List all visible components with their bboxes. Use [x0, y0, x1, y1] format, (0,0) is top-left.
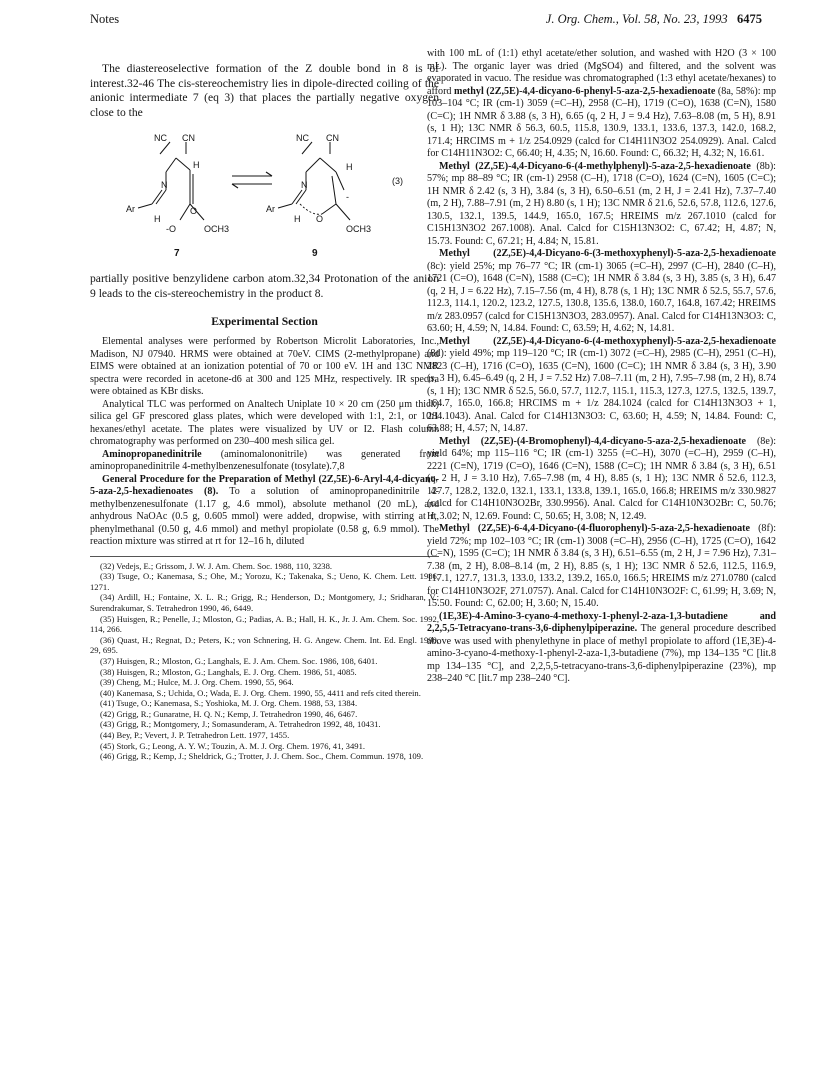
compound-title: Methyl (2Z,5E)-4,4-Dicyano-6-(4-methylphenyl)-5-aza-2,5-hexadienoate — [439, 160, 751, 172]
scheme-drawing — [90, 124, 439, 266]
experimental-paragraph-8b — [427, 161, 776, 249]
scheme-label: - — [346, 192, 349, 203]
scheme-label: NC — [296, 133, 309, 144]
paragraph-text: (8e): yield 64%; mp 115–116 °C; IR (cm-1) 3255 (=C–H), 3070 (=C–H), 2959 (C–H), 2221 (C≡N), 1719 (C=O), 1646 (C=N), 1588 (C=C); 1H NMR δ 3.84 (s, 3 H), 6.51 (q, 2 H, J = 3.10 Hz), 7.65–7.98 (m, 4 H), 8.85 (s, 1 H); 13C NMR δ 52.6, 112.3, 127.7, 128.2, 132.0, 132.1, 133.1, 133.8, 139.1, 165.0, 166.8; HREIMS m/z 330.9827 (calcd for C14H10N3O2Br, 330.9956). Anal. Calcd for C14H10N3O2Br: C, 50.76; H, 3.02; N, 12.69. Found: C, 50.65; H, 3.08; N, 12.49. — [427, 435, 776, 522]
experimental-paragraph-8d — [427, 336, 776, 436]
experimental-paragraph-1: Elemental analyses were performed by Robertson Microlit Laboratories, Inc., Madison, NJ 07940. HRMS were obtained at 70eV. CIMS (2-methylpropane) and EIMS were obtained at an ionization potential of 70 or 100 eV. 1H and 13C NMR spectra were recorded in acetone-d6 at 300 and 125 MHz, respectively. IR spectra were obtained as KBr disks. — [90, 336, 439, 398]
paragraph-text: (8a, 58%): mp 103–104 °C; IR (cm-1) 3059 (=C–H), 2958 (C–H), 1719 (C=O), 1638 (C=N), 1580 (C=C); 1H NMR δ 3.88 (s, 3 H), 6.65 (q, 2 H, J = 9.4 Hz), 7.63–8.08 (m, 5 H), 8.91 (s, 1 H); 13C NMR δ 56.3, 60.5, 115.8, 130.9, 133.1, 133.6, 137.3, 142.0, 168.2, 171.4; HRCIMS m + 1/z 254.0929 (calcd for C14H11N3O2 254.0929). Anal. Calcd for C14H11N3O2: C, 66.40; H, 4.35; N, 16.60. Found: C, 66.32; H, 4.32; N, 16.61. — [427, 85, 776, 159]
experimental-paragraph-8f — [427, 523, 776, 611]
reference-item: (36) Quast, H.; Regnat, D.; Peters, K.; von Schnering, H. G. Angew. Chem. Int. Ed. Engl. 1990, 29, 695. — [90, 634, 439, 656]
paragraph-text: (aminomalononitrile) was generated from aminopropanedinitrile 4-methylbenzenesulfonate (tosylate).7,8 — [90, 448, 439, 473]
experimental-paragraph-3 — [90, 449, 439, 474]
journal-citation: J. Org. Chem., Vol. 58, No. 23, 1993 — [545, 12, 728, 26]
structure-9-bonds — [278, 142, 350, 220]
section-title: Experimental Section — [211, 314, 318, 328]
compound-title: Methyl (2Z,5E)-6-4,4-Dicyano-(4-fluorophenyl)-5-aza-2,5-hexadienoate — [439, 523, 750, 534]
compound-title: Methyl (2Z,5E)-4,4-Dicyano-6-(4-methoxyphenyl)-5-aza-2,5-hexadienoate — [439, 335, 776, 347]
paragraph-text: (8b): 57%; mp 88–89 °C; IR (cm-1) 2958 (C–H), 1718 (C=O), 1624 (C=N), 1605 (C=C); 1H NMR δ 2.42 (s, 3 H), 3.84 (s, 3 H), 6.50–6.51 (m, 2 H, J = 2.41 Hz), 7.37–7.40 (m, 2 H), 7.88–7.91 (m, 2 H) 8.80 (s, 1 H); 13C NMR δ 21.6, 52.6, 57.8, 112.6, 127.6, 130.5, 132.1, 139.5, 144.9, 165.0, 167.5; HREIMS m/z 267.1010 (calcd for C15H13N3O2 267.1008). Anal. Calcd for C15H13N3O2: C, 67.42; H, 4.87; N, 15.73. Found: C, 67.21; H, 4.84; N, 15.81. — [427, 160, 776, 247]
reference-item: (38) Huisgen, R.; Mloston, G.; Langhals, E. J. Org. Chem. 1986, 51, 4085. — [100, 666, 357, 677]
experimental-paragraph-8c — [427, 248, 776, 336]
intro-paragraph-2: partially positive benzylidene carbon atom.32,34 Protonation of the anion 9 leads to the cis-stereochemistry in the product 8. — [90, 272, 439, 300]
experimental-paragraph-4 — [90, 474, 439, 549]
experimental-paragraph-8a — [427, 48, 776, 161]
scheme-label: N — [161, 180, 168, 191]
reference-item: (32) Vedejs, E.; Grissom, J. W. J. Am. Chem. Soc. 1988, 110, 3238. — [100, 560, 333, 571]
structure-9-labels — [266, 133, 403, 234]
reference-item: (37) Huisgen, R.; Mloston, G.; Langhals, E. J. Am. Chem. Soc. 1986, 108, 6401. — [100, 655, 378, 666]
scheme-label: H — [154, 214, 161, 225]
compound-title: methyl (2Z,5E)-4,4-dicyano-6-phenyl-5-aza-2,5-hexadienoate — [454, 85, 716, 97]
running-header-journal — [546, 12, 762, 27]
running-header-section: Notes — [90, 12, 120, 26]
paragraph-text: (8c): yield 25%; mp 76–77 °C; IR (cm-1) 3065 (=C–H), 2997 (C–H), 2840 (C–H), 1721 (C=O), 1648 (C=N), 1588 (C=C); 1H NMR δ 3.84 (s, 3 H), 3.85 (s, 3 H), 6.47 (q, 2 H, J = 6.22 Hz), 7.15–7.56 (m, 4 H), 8.78 (s, 1 H); 13C NMR δ 52.5, 55.7, 57.6, 112.3, 114.1, 120.2, 123.2, 127.5, 130.8, 135.6, 138.0, 160.7, 164.8, 167.42; HREIMS m/z 283.0957 (calcd for C15H13N3O3, 283.0957). Anal. Calcd for C14H13N3O3: C, 63.60; H, 4.59; N, 14.84. Found: C, 63.59; H, 4.62; N, 14.81. — [427, 260, 776, 334]
scheme-label: H — [193, 160, 200, 171]
reaction-scheme — [90, 124, 439, 266]
experimental-paragraph-2: Analytical TLC was performed on Analtech Uniplate 10 × 20 cm (250 μm thick) silica gel GF prescored glass plates, which were developed with 1:1, 2:1, or 10:1 hexanes/ethyl acetate. The plates were visualized by UV or I2. Flash column chromatography was performed on 230–400 mesh silica gel. — [90, 398, 439, 448]
compound-title: Aminopropanedinitrile — [102, 448, 202, 460]
compound-title: (1E,3E)-4-Amino-3-cyano-4-methoxy-1-phenyl-2-aza-1,3-butadiene and 2,2,5,5-Tetracyano-trans-3,6-diphenylpiperazine. — [427, 610, 776, 634]
scheme-label: O — [190, 206, 198, 217]
scheme-label: CN — [182, 133, 195, 144]
right-column — [427, 48, 776, 686]
dipole-interaction — [300, 204, 322, 214]
procedure-title: General Procedure for the Preparation of Methyl (2Z,5E)-6-Aryl-4,4-dicyano-5-aza-2,5-hexadienoates (8). — [90, 473, 439, 498]
reference-item: (33) Tsuge, O.; Kanemasa, S.; Ohe, M.; Yorozu, K.; Takenaka, S.; Ueno, K. Chem. Lett. 1986, 1271. — [90, 571, 439, 592]
reference-item: (43) Grigg, R.; Montgomery, J.; Somasunderam, A. Tetrahedron 1992, 48, 10431. — [100, 719, 381, 730]
reference-item: (46) Grigg, R.; Kemp, J.; Sheldrick, G.; Trotter, J. J. Chem. Soc., Chem. Commun. 1978, 109. — [100, 751, 424, 762]
equilibrium-arrows — [232, 172, 272, 188]
scheme-label: -O — [166, 224, 176, 235]
scheme-label: NC — [154, 133, 167, 144]
scheme-label: H — [346, 162, 353, 173]
reference-item: (39) Cheng, M.; Hulce, M. J. Org. Chem. 1990, 55, 964. — [100, 677, 294, 688]
intro-paragraph-1: The diastereoselective formation of the Z double bond in 8 is of interest.32-46 The cis-stereochemistry lies in dipole-directed coiling of the anionic intermediate 7 (eq 3) that places the partially negative oxygen close to the — [90, 62, 439, 119]
compound-number-7: 7 — [174, 248, 180, 260]
compound-title: Methyl (2Z,5E)-4,4-Dicyano-6-(3-methoxyphenyl)-5-aza-2,5-hexadienoate — [439, 248, 776, 259]
reference-item: (41) Tsuge, O.; Kanemasa, S.; Yoshioka, M. J. Org. Chem. 1988, 53, 1384. — [100, 698, 358, 709]
reference-item: (40) Kanemasa, S.; Uchida, O.; Wada, E. J. Org. Chem. 1990, 55, 4411 and refs cited therein. — [100, 687, 421, 698]
reference-item: (34) Ardill, H.; Fontaine, X. L. R.; Grigg, R.; Henderson, D.; Montgomery, J.; Sridharan, V.; Surendrakumar, S. Tetrahedron 1990, 46, 6449. — [90, 592, 439, 613]
left-column — [90, 62, 439, 762]
structure-7-labels — [126, 133, 229, 234]
scheme-label: OCH3 — [204, 224, 230, 235]
paragraph-text: (8d): yield 49%; mp 119–120 °C; IR (cm-1) 3072 (=C–H), 2985 (C–H), 2951 (C–H), 2823 (C–H), 1716 (C=O), 1635 (C=N), 1600 (C=C); 1H NMR δ 3.84 (s, 3 H), 3.90 (s, 3 H), 6.45–6.49 (q, 2 H, J = 7.52 Hz) 7.08–7.11 (m, 2 H), 7.95–7.98 (m, 2 H), 8.74 (s, 1 H); 13C NMR δ 52.5, 56.0, 57.7, 112.7, 115.1, 115.3, 127.3, 127.5, 132.5, 139.7, 164.7, 165.0, 166.8; HRCIMS m + 1/z 284.1024 (calcd for C14H13N3O3 + 1, 284.1043). Anal. Calcd for C14H13N3O3: C, 63.60; H, 4.59; N, 14.84. Found: C, 63.88; H, 4.57; N, 14.87. — [427, 348, 776, 434]
page-number: 6475 — [737, 12, 762, 26]
reference-item: (44) Bey, P.; Vevert, J. P. Tetrahedron Lett. 1977, 1455. — [100, 730, 290, 741]
paragraph-text: The general procedure described above was used with phenylethyne in place of methyl propiolate to afford (1E,3E)-4-amino-3-cyano-4-methoxy-1-phenyl-2-aza-1,3-butadiene (7%), mp 134–135 °C [lit.8 mp 134–135 °C], and 2,2,5,5-tetracyano-trans-3,6-diphenylpiperazine (23%), mp 238–240 °C [lit.7 mp 238–240 °C]. — [427, 623, 776, 684]
paragraph-text: (8f): yield 72%; mp 102–103 °C; IR (cm-1) 3008 (=C–H), 2956 (C–H), 1725 (C=O), 1642 (C=N), 1595 (C=C); 1H NMR δ 3.84 (s, 3 H), 6.51–6.55 (m, 2 H, J = 7.96 Hz), 7.31–7.38 (m, 2 H), 8.08–8.14 (m, 2 H), 8.85 (s, 1 H); 13C NMR δ 52.6, 112.5, 116.9, 117.1, 127.7, 131.3, 133.0, 133.2, 139.2, 165.0, 166.5; HREIMS m/z 271.0780 (calcd for C14H10N3O2F, 271.0757). Anal. Calcd for C14H10N3O2F: C, 61.99; H, 3.69; N, 15.50. Found: C, 62.00; H, 3.60; N, 15.40. — [427, 523, 776, 609]
scheme-label: Ar — [266, 204, 275, 215]
equation-number: (3) — [392, 176, 403, 187]
scheme-label: H — [294, 214, 301, 225]
scheme-label: OCH3 — [346, 224, 372, 235]
scheme-label: Ar — [126, 204, 135, 215]
reference-item: (42) Grigg, R.; Gunaratne, H. Q. N.; Kemp, J. Tetrahedron 1990, 46, 6467. — [100, 708, 358, 719]
experimental-paragraph-8e — [427, 436, 776, 524]
scheme-label: CN — [326, 133, 339, 144]
compound-title: Methyl (2Z,5E)-(4-Bromophenyl)-4,4-dicyano-5-aza-2,5-hexadienoate — [439, 435, 747, 447]
experimental-paragraph-piperazine — [427, 611, 776, 686]
paragraph-text: To a solution of aminopropanedinitrile 4-methylbenzenesulfonate (1.17 g, 4.6 mmol), absolute methanol (20 mL), and anhydrous NaOAc (0.5 g, 0.605 mmol) were added, dropwise, with stirring at rt, phenylmethanal (0.50 g, 4.6 mmol) and methyl propiolate (0.58 g, 6.9 mmol). The reaction mixture was stirred at rt for 12–16 h, diluted — [90, 486, 439, 548]
paragraph-text: with 100 mL of (1:1) ethyl acetate/ether solution, and washed with H2O (3 × 100 mL). The organic layer was dried (MgSO4) and filtered, and the solvent was evaporated in vacuo. The residue was chromatographed (1:3 ethyl acetate/hexanes) to afford — [427, 48, 776, 97]
scheme-label: N — [301, 180, 308, 191]
references — [90, 556, 439, 762]
scheme-label: O — [316, 214, 324, 225]
compound-number-9: 9 — [312, 248, 318, 260]
reference-item: (35) Huisgen, R.; Penelle, J.; Mloston, G.; Padias, A. B.; Hall, H. K., Jr. J. Am. Chem. Soc. 1992, 114, 266. — [90, 613, 439, 635]
reference-item: (45) Stork, G.; Leong, A. Y. W.; Touzin, A. M. J. Org. Chem. 1976, 41, 3491. — [100, 740, 366, 751]
